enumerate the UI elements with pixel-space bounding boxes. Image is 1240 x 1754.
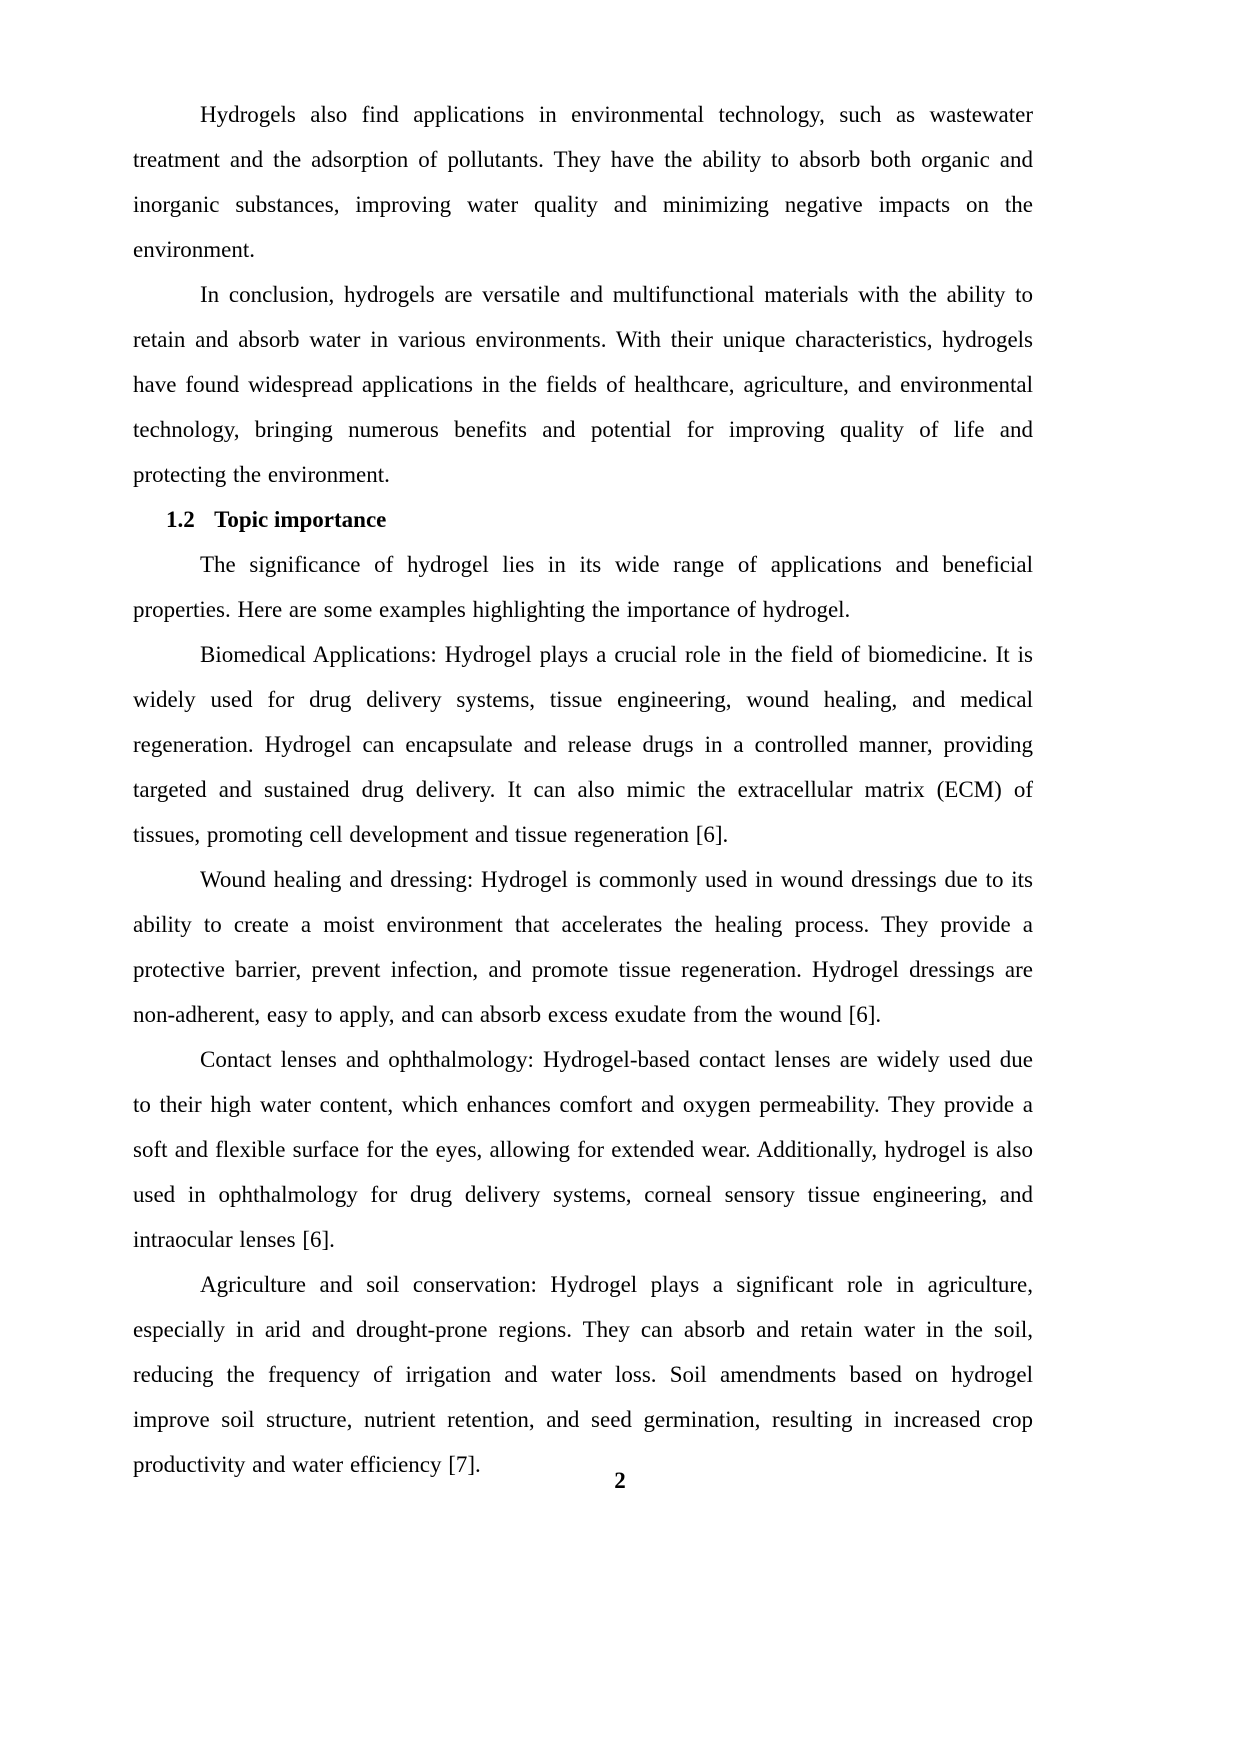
paragraph-wound-healing: Wound healing and dressing: Hydrogel is commonly used in wound dressings due to its ability to create a moist environment that accelerates the healing process. They provide a protective barrier, prevent infection, and promote tissue regeneration. Hydrogel dressings are non-adherent, easy to apply, and can absorb excess exudate from the wound [6]. [133,867,1033,1027]
paragraph-biomedical-applications: Biomedical Applications: Hydrogel plays a crucial role in the field of biomedicine. It is widely used for drug delivery systems, tissue engineering, wound healing, and medical regeneration. Hydrogel can encapsulate and release drugs in a controlled manner, providing targeted and sustained drug delivery. It can also mimic the extracellular matrix (ECM) of tissues, promoting cell development and tissue regeneration [6]. [133,642,1033,847]
paragraph-contact-lenses: Contact lenses and ophthalmology: Hydrogel-based contact lenses are widely used due to their high water content, which enhances comfort and oxygen permeability. They provide a soft and flexible surface for the eyes, allowing for extended wear. Additionally, hydrogel is also used in ophthalmology for drug delivery systems, corneal sensory tissue engineering, and intraocular lenses [6]. [133,1047,1033,1252]
page-number: 2 [614,1468,626,1493]
paragraph-conclusion: In conclusion, hydrogels are versatile and multifunctional materials with the ability to retain and absorb water in various environments. With their unique characteristics, hydrogels have found widespread applications in the fields of healthcare, agriculture, and environmental technology, bringing numerous benefits and potential for improving quality of life and protecting the environment. [133,282,1033,487]
page-content [133,92,1033,1487]
section-heading [133,497,1033,542]
section-title: Topic importance [214,507,387,532]
paragraph-agriculture: Agriculture and soil conservation: Hydrogel plays a significant role in agriculture, especially in arid and drought-prone regions. They can absorb and retain water in the soil, reducing the frequency of irrigation and water loss. Soil amendments based on hydrogel improve soil structure, nutrient retention, and seed germination, resulting in increased crop productivity and water efficiency [7]. [133,1272,1033,1477]
section-number: 1.2 [166,507,195,532]
page-footer [0,1466,1240,1496]
paragraph-significance-intro: The significance of hydrogel lies in its wide range of applications and beneficial properties. Here are some examples highlighting the importance of hydrogel. [133,552,1033,622]
paragraph-environmental-applications: Hydrogels also find applications in environmental technology, such as wastewater treatment and the adsorption of pollutants. They have the ability to absorb both organic and inorganic substances, improving water quality and minimizing negative impacts on the environment. [133,102,1033,262]
